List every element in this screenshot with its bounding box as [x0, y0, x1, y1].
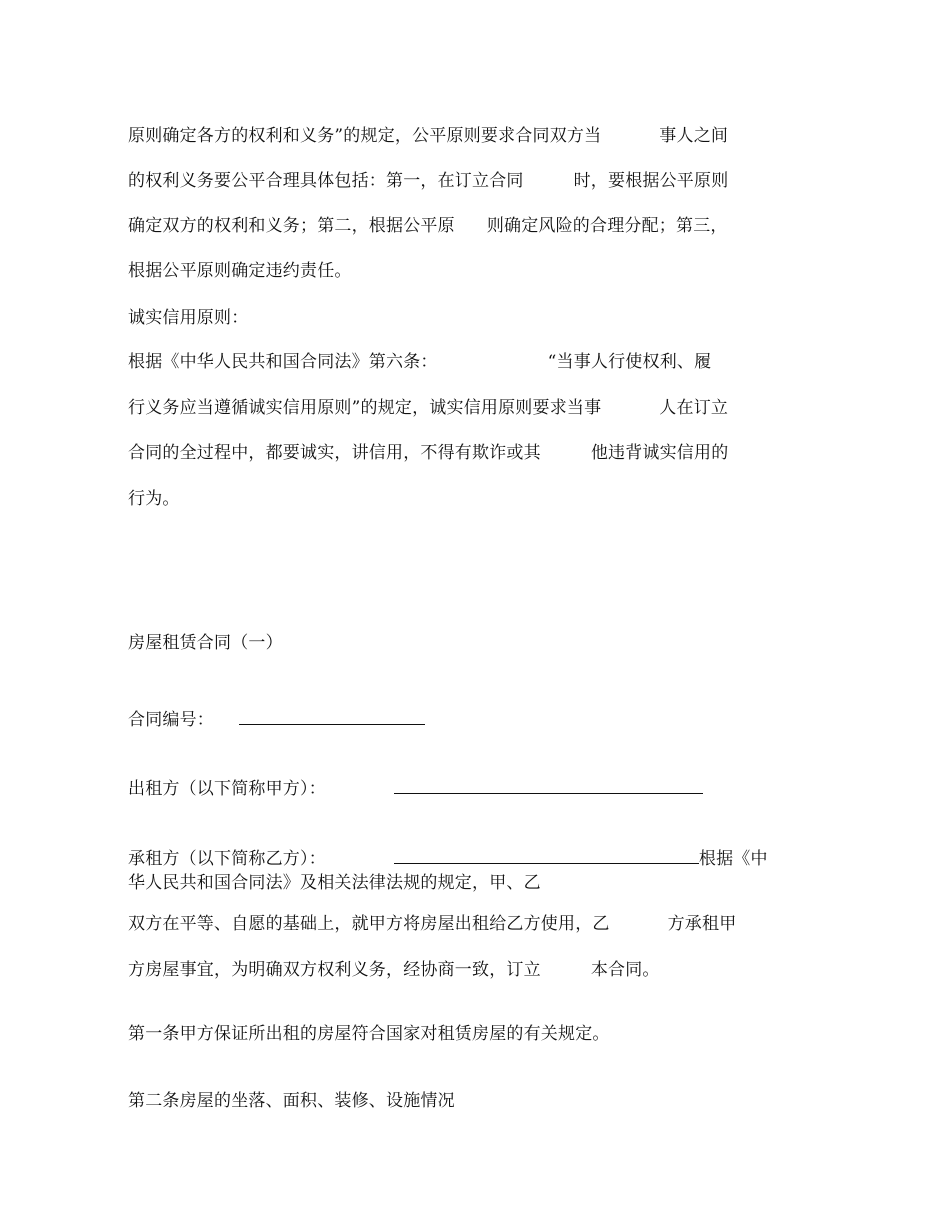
text-span: 人在订立 — [659, 398, 729, 418]
text-span: “当事人行使权利、履 — [547, 352, 712, 372]
text-span: 本合同。 — [590, 960, 660, 980]
text-span: 方承租甲 — [667, 914, 737, 934]
contract-title — [128, 631, 283, 655]
lessor-row — [128, 775, 703, 801]
text-span: 根据《中华人民共和国合同法》第六条： — [128, 352, 438, 372]
intro-line-2 — [128, 912, 736, 936]
fairness-line-3 — [128, 214, 728, 238]
text-span: 诚实信用原则： — [128, 308, 249, 328]
fairness-line-1 — [128, 124, 728, 148]
text-span: 第二条房屋的坐落、面积、装修、设施情况 — [128, 1091, 455, 1111]
text-span: 合同的全过程中，都要诚实，讲信用，不得有欺诈或其 — [128, 443, 541, 463]
text-span: 房屋租赁合同（一） — [128, 633, 283, 653]
good-faith-line-4 — [128, 487, 180, 511]
text-span: 的权利义务要公平合理具体包括：第一，在订立合同 — [128, 171, 524, 191]
lessee-label: 承租方（以下简称乙方）： — [128, 849, 326, 869]
text-span: 行为。 — [128, 489, 180, 509]
lessor-label: 出租方（以下简称甲方）： — [128, 779, 326, 799]
text-span: 方房屋事宜，为明确双方权利义务，经协商一致，订立 — [128, 960, 541, 980]
contract-number-field[interactable] — [239, 706, 425, 725]
intro-line-1 — [128, 871, 541, 895]
article-1 — [128, 1022, 610, 1046]
text-span: 第一条甲方保证所出租的房屋符合国家对租赁房屋的有关规定。 — [128, 1024, 610, 1044]
text-span: 事人之间 — [659, 126, 729, 146]
fairness-line-4 — [128, 259, 352, 283]
lessee-row — [128, 845, 768, 871]
text-span: 确定双方的权利和义务；第二，根据公平原 — [128, 216, 455, 236]
lessee-field[interactable] — [394, 845, 699, 864]
text-span: 行义务应当遵循诚实信用原则”的规定，诚实信用原则要求当事 — [128, 398, 602, 418]
text-span: 根据公平原则确定违约责任。 — [128, 261, 352, 281]
text-span: 时，要根据公平原则 — [573, 171, 729, 191]
contract-number-label: 合同编号： — [128, 710, 214, 730]
text-span: 根据《中 — [698, 849, 768, 869]
fairness-line-2 — [128, 169, 728, 193]
good-faith-heading — [128, 306, 248, 330]
good-faith-line-1 — [128, 350, 711, 374]
good-faith-line-3 — [128, 441, 728, 465]
text-span: 他违背诚实信用的 — [590, 443, 729, 463]
intro-line-3 — [128, 958, 660, 982]
text-span: 华人民共和国合同法》及相关法律法规的规定，甲、乙 — [128, 873, 541, 893]
lessor-field[interactable] — [394, 775, 703, 794]
text-span: 双方在平等、自愿的基础上，就甲方将房屋出租给乙方使用，乙 — [128, 914, 610, 934]
article-2 — [128, 1089, 455, 1113]
contract-number-row — [128, 706, 425, 732]
text-span: 原则确定各方的权利和义务”的规定，公平原则要求合同双方当 — [128, 126, 602, 146]
good-faith-line-2 — [128, 396, 728, 420]
text-span: 则确定风险的合理分配；第三， — [486, 216, 728, 236]
